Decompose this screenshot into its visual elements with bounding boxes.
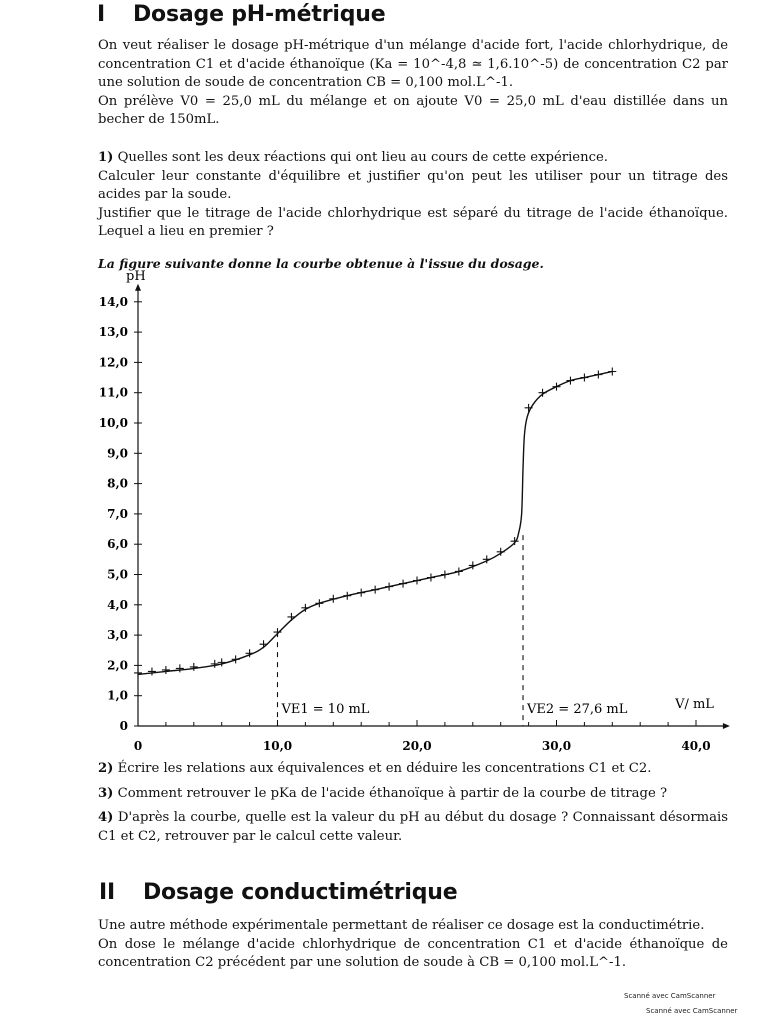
question-1-text-b: Calculer leur constante d'équilibre et justifier qu'on peut les utiliser pour un titrage des acides par la soude. bbox=[98, 168, 728, 202]
data-point bbox=[385, 583, 393, 591]
data-point bbox=[315, 599, 323, 607]
y-tick-label: 14,0 bbox=[98, 294, 128, 309]
x-tick-label: 20,0 bbox=[402, 739, 432, 753]
x-tick-label: 30,0 bbox=[541, 739, 572, 753]
data-point bbox=[566, 377, 574, 385]
section-2-paragraph-2: On dose le mélange d'acide chlorhydrique de concentration C1 et d'acide éthanoïque de concentration C2 précédent par une solution de soude à CB = 0,100 mol.L^-1. bbox=[98, 936, 728, 970]
section-2-title-text: Dosage conductimétrique bbox=[143, 880, 458, 905]
intro-paragraph-1: On veut réaliser le dosage pH-métrique d'un mélange d'acide fort, l'acide chlorhydrique, de concentration C1 et d'acide éthanoïque (Ka = 10^-4,8 ≃ 1,6.10^-5) de concentration C2 par une solution de soude de concentration CB = 0,100 mol.L^-1. bbox=[98, 38, 728, 90]
y-tick-label: 9,0 bbox=[107, 446, 128, 461]
data-point bbox=[580, 374, 588, 382]
question-1-number: 1) bbox=[98, 150, 114, 165]
y-tick-label: 13,0 bbox=[98, 325, 128, 340]
question-2-text: Écrire les relations aux équivalences et en déduire les concentrations C1 et C2. bbox=[117, 761, 652, 776]
data-point bbox=[399, 580, 407, 588]
section-1-intro bbox=[98, 37, 728, 130]
y-axis-arrow bbox=[135, 284, 141, 291]
chart-points bbox=[134, 367, 616, 676]
scanner-footer-1: Scanné avec CamScanner bbox=[624, 992, 716, 1000]
data-point bbox=[427, 574, 435, 582]
data-point bbox=[455, 567, 463, 575]
chart-axes bbox=[126, 269, 730, 729]
data-point bbox=[329, 595, 337, 603]
data-point bbox=[441, 571, 449, 579]
section-2-paragraph-1: Une autre méthode expérimentale permettant de réaliser ce dosage est la conductimétrie. bbox=[98, 918, 705, 933]
data-point bbox=[525, 404, 533, 412]
data-point bbox=[287, 613, 295, 621]
x-axis-label: V/ mL bbox=[675, 697, 714, 712]
question-4-number: 4) bbox=[98, 810, 114, 825]
chart-ticks bbox=[99, 295, 711, 753]
scanner-footer-2: Scanné avec CamScanner bbox=[646, 1007, 738, 1015]
section-2-number: II bbox=[99, 880, 115, 905]
data-point bbox=[413, 577, 421, 585]
question-3-number: 3) bbox=[98, 785, 114, 801]
data-point bbox=[211, 660, 219, 668]
ph-curve-line bbox=[138, 371, 612, 674]
questions-2-4-block bbox=[98, 760, 728, 846]
data-point bbox=[343, 592, 351, 600]
section-1-title bbox=[97, 2, 385, 27]
section-1-number: I bbox=[97, 2, 105, 27]
y-tick-label: 3,0 bbox=[107, 628, 128, 643]
chart-curve bbox=[138, 371, 612, 674]
question-1-text-a: Quelles sont les deux réactions qui ont lieu au cours de cette expérience. bbox=[117, 150, 608, 165]
section-2-intro bbox=[98, 917, 728, 973]
equivalence-label: VE1 = 10 mL bbox=[281, 702, 370, 717]
chart-annotations bbox=[278, 535, 628, 726]
question-2-number: 2) bbox=[98, 761, 114, 776]
y-tick-label: 2,0 bbox=[107, 658, 128, 673]
y-tick-label: 8,0 bbox=[107, 476, 128, 491]
y-tick-label: 12,0 bbox=[98, 355, 128, 370]
data-point bbox=[232, 655, 240, 663]
data-point bbox=[134, 669, 142, 677]
data-point bbox=[371, 586, 379, 594]
x-tick-label: 10,0 bbox=[262, 739, 293, 753]
data-point bbox=[176, 664, 184, 672]
section-2-title bbox=[99, 880, 457, 905]
data-point bbox=[260, 640, 268, 648]
section-1-title-text: Dosage pH-métrique bbox=[133, 2, 386, 27]
data-point bbox=[608, 367, 616, 375]
data-point bbox=[594, 371, 602, 379]
y-tick-label: 1,0 bbox=[107, 688, 128, 703]
y-axis-label: pH bbox=[126, 268, 146, 284]
y-tick-label: 4,0 bbox=[107, 597, 128, 612]
data-point bbox=[553, 383, 561, 391]
question-3-text: Comment retrouver le pKa de l'acide éthanoïque à partir de la courbe de titrage ? bbox=[117, 785, 668, 801]
data-point bbox=[190, 663, 198, 671]
question-1-block bbox=[98, 149, 728, 242]
y-tick-label: 5,0 bbox=[107, 567, 128, 582]
intro-paragraph-2: On prélève V0 = 25,0 mL du mélange et on ajoute V0 = 25,0 mL d'eau distillée dans un becher de 150mL. bbox=[98, 93, 728, 127]
data-point bbox=[162, 666, 170, 674]
question-4-text: D'après la courbe, quelle est la valeur du pH au début du dosage ? Connaissant désormais C1 et C2, retrouver par le calcul cette valeur. bbox=[98, 810, 728, 844]
x-axis-arrow bbox=[723, 723, 730, 729]
data-point bbox=[148, 667, 156, 675]
question-1-text-c: Justifier que le titrage de l'acide chlorhydrique est séparé du titrage de l'acide éthanoïque. Lequel a lieu en premier ? bbox=[98, 205, 728, 239]
y-tick-label: 7,0 bbox=[107, 506, 128, 521]
titration-chart bbox=[0, 268, 768, 768]
y-tick-label: 10,0 bbox=[98, 416, 128, 430]
data-point bbox=[539, 389, 547, 397]
y-tick-label: 6,0 bbox=[107, 537, 128, 552]
data-point bbox=[357, 589, 365, 597]
x-tick-label: 40,0 bbox=[681, 739, 711, 753]
y-tick-label: 11,0 bbox=[98, 385, 128, 400]
equivalence-label: VE2 = 27,6 mL bbox=[527, 702, 628, 717]
figure-caption: La figure suivante donne la courbe obtenue à l'issue du dosage. bbox=[98, 256, 544, 271]
y-tick-label: 0 bbox=[119, 719, 128, 733]
x-tick-label: 0 bbox=[133, 739, 143, 753]
